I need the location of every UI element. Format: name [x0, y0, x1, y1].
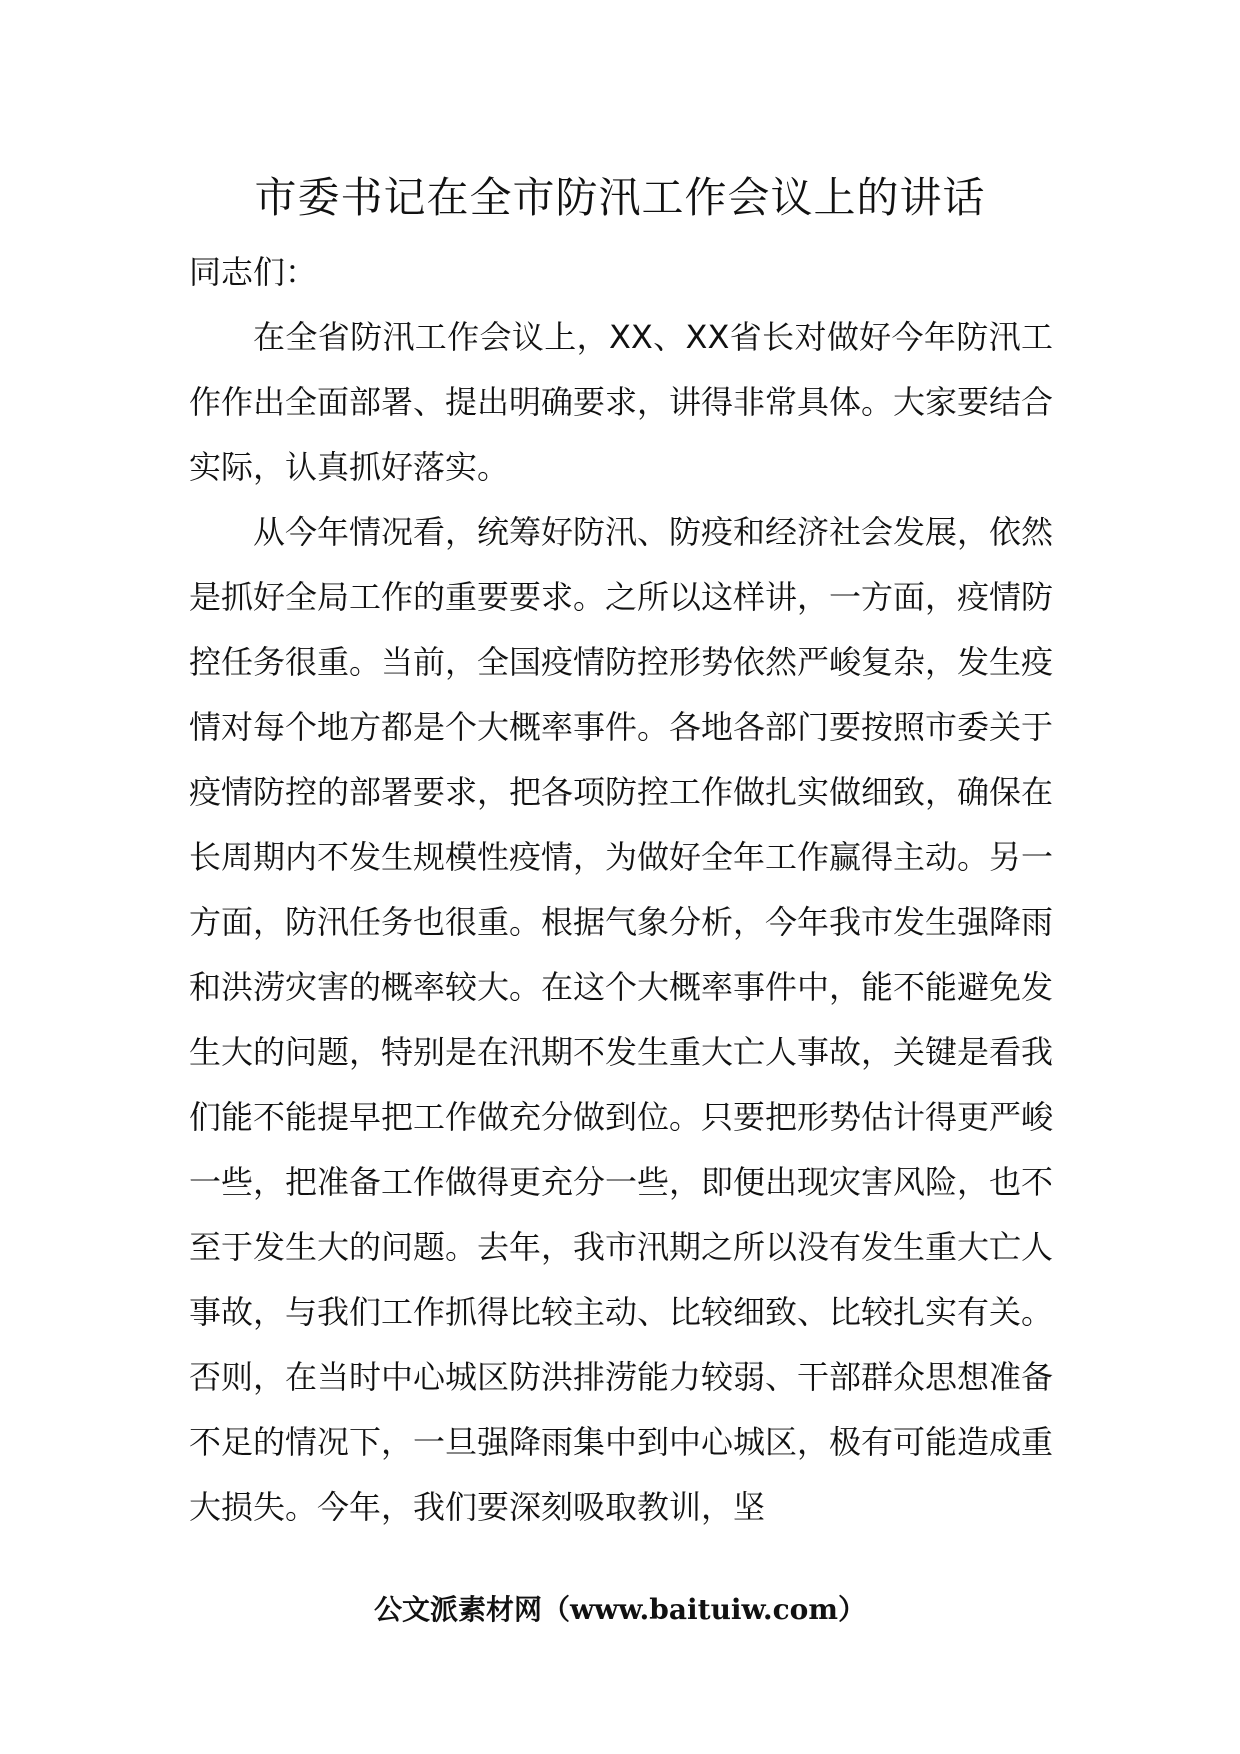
paragraph-2: 从今年情况看，统筹好防汛、防疫和经济社会发展，依然是抓好全局工作的重要要求。之所以这样讲，一方面，疫情防控任务很重。当前，全国疫情防控形势依然严峻复杂，发生疫情对每个地方都是个大概率事件。各地各部门要按照市委关于疫情防控的部署要求，把各项防控工作做扎实做细致，确保在长周期内不发生规模性疫情，为做好全年工作赢得主动。另一方面，防汛任务也很重。根据气象分析，今年我市发生强降雨和洪涝灾害的概率较大。在这个大概率事件中，能不能避免发生大的问题，特别是在汛期不发生重大亡人事故，关键是看我们能不能提早把工作做充分做到位。只要把形势估计得更严峻一些，把准备工作做得更充分一些，即便出现灾害风险，也不至于发生大的问题。去年，我市汛期之所以没有发生重大亡人事故，与我们工作抓得比较主动、比较细致、比较扎实有关。否则，在当时中心城区防洪排涝能力较弱、干部群众思想准备不足的情况下，一旦强降雨集中到中心城区，极有可能造成重大损失。今年，我们要深刻吸取教训，坚: [189, 513, 1054, 1526]
paragraph-1: 在全省防汛工作会议上，XX、XX省长对做好今年防汛工作作出全面部署、提出明确要求，讲得非常具体。大家要结合实际，认真抓好落实。: [189, 318, 1054, 486]
document-title: 市委书记在全市防汛工作会议上的讲话: [254, 173, 986, 222]
salutation: 同志们：: [189, 253, 318, 291]
footer-watermark: 公文派素材网（www.baituiw.com）: [374, 1593, 866, 1626]
document-body: [189, 240, 1053, 1540]
